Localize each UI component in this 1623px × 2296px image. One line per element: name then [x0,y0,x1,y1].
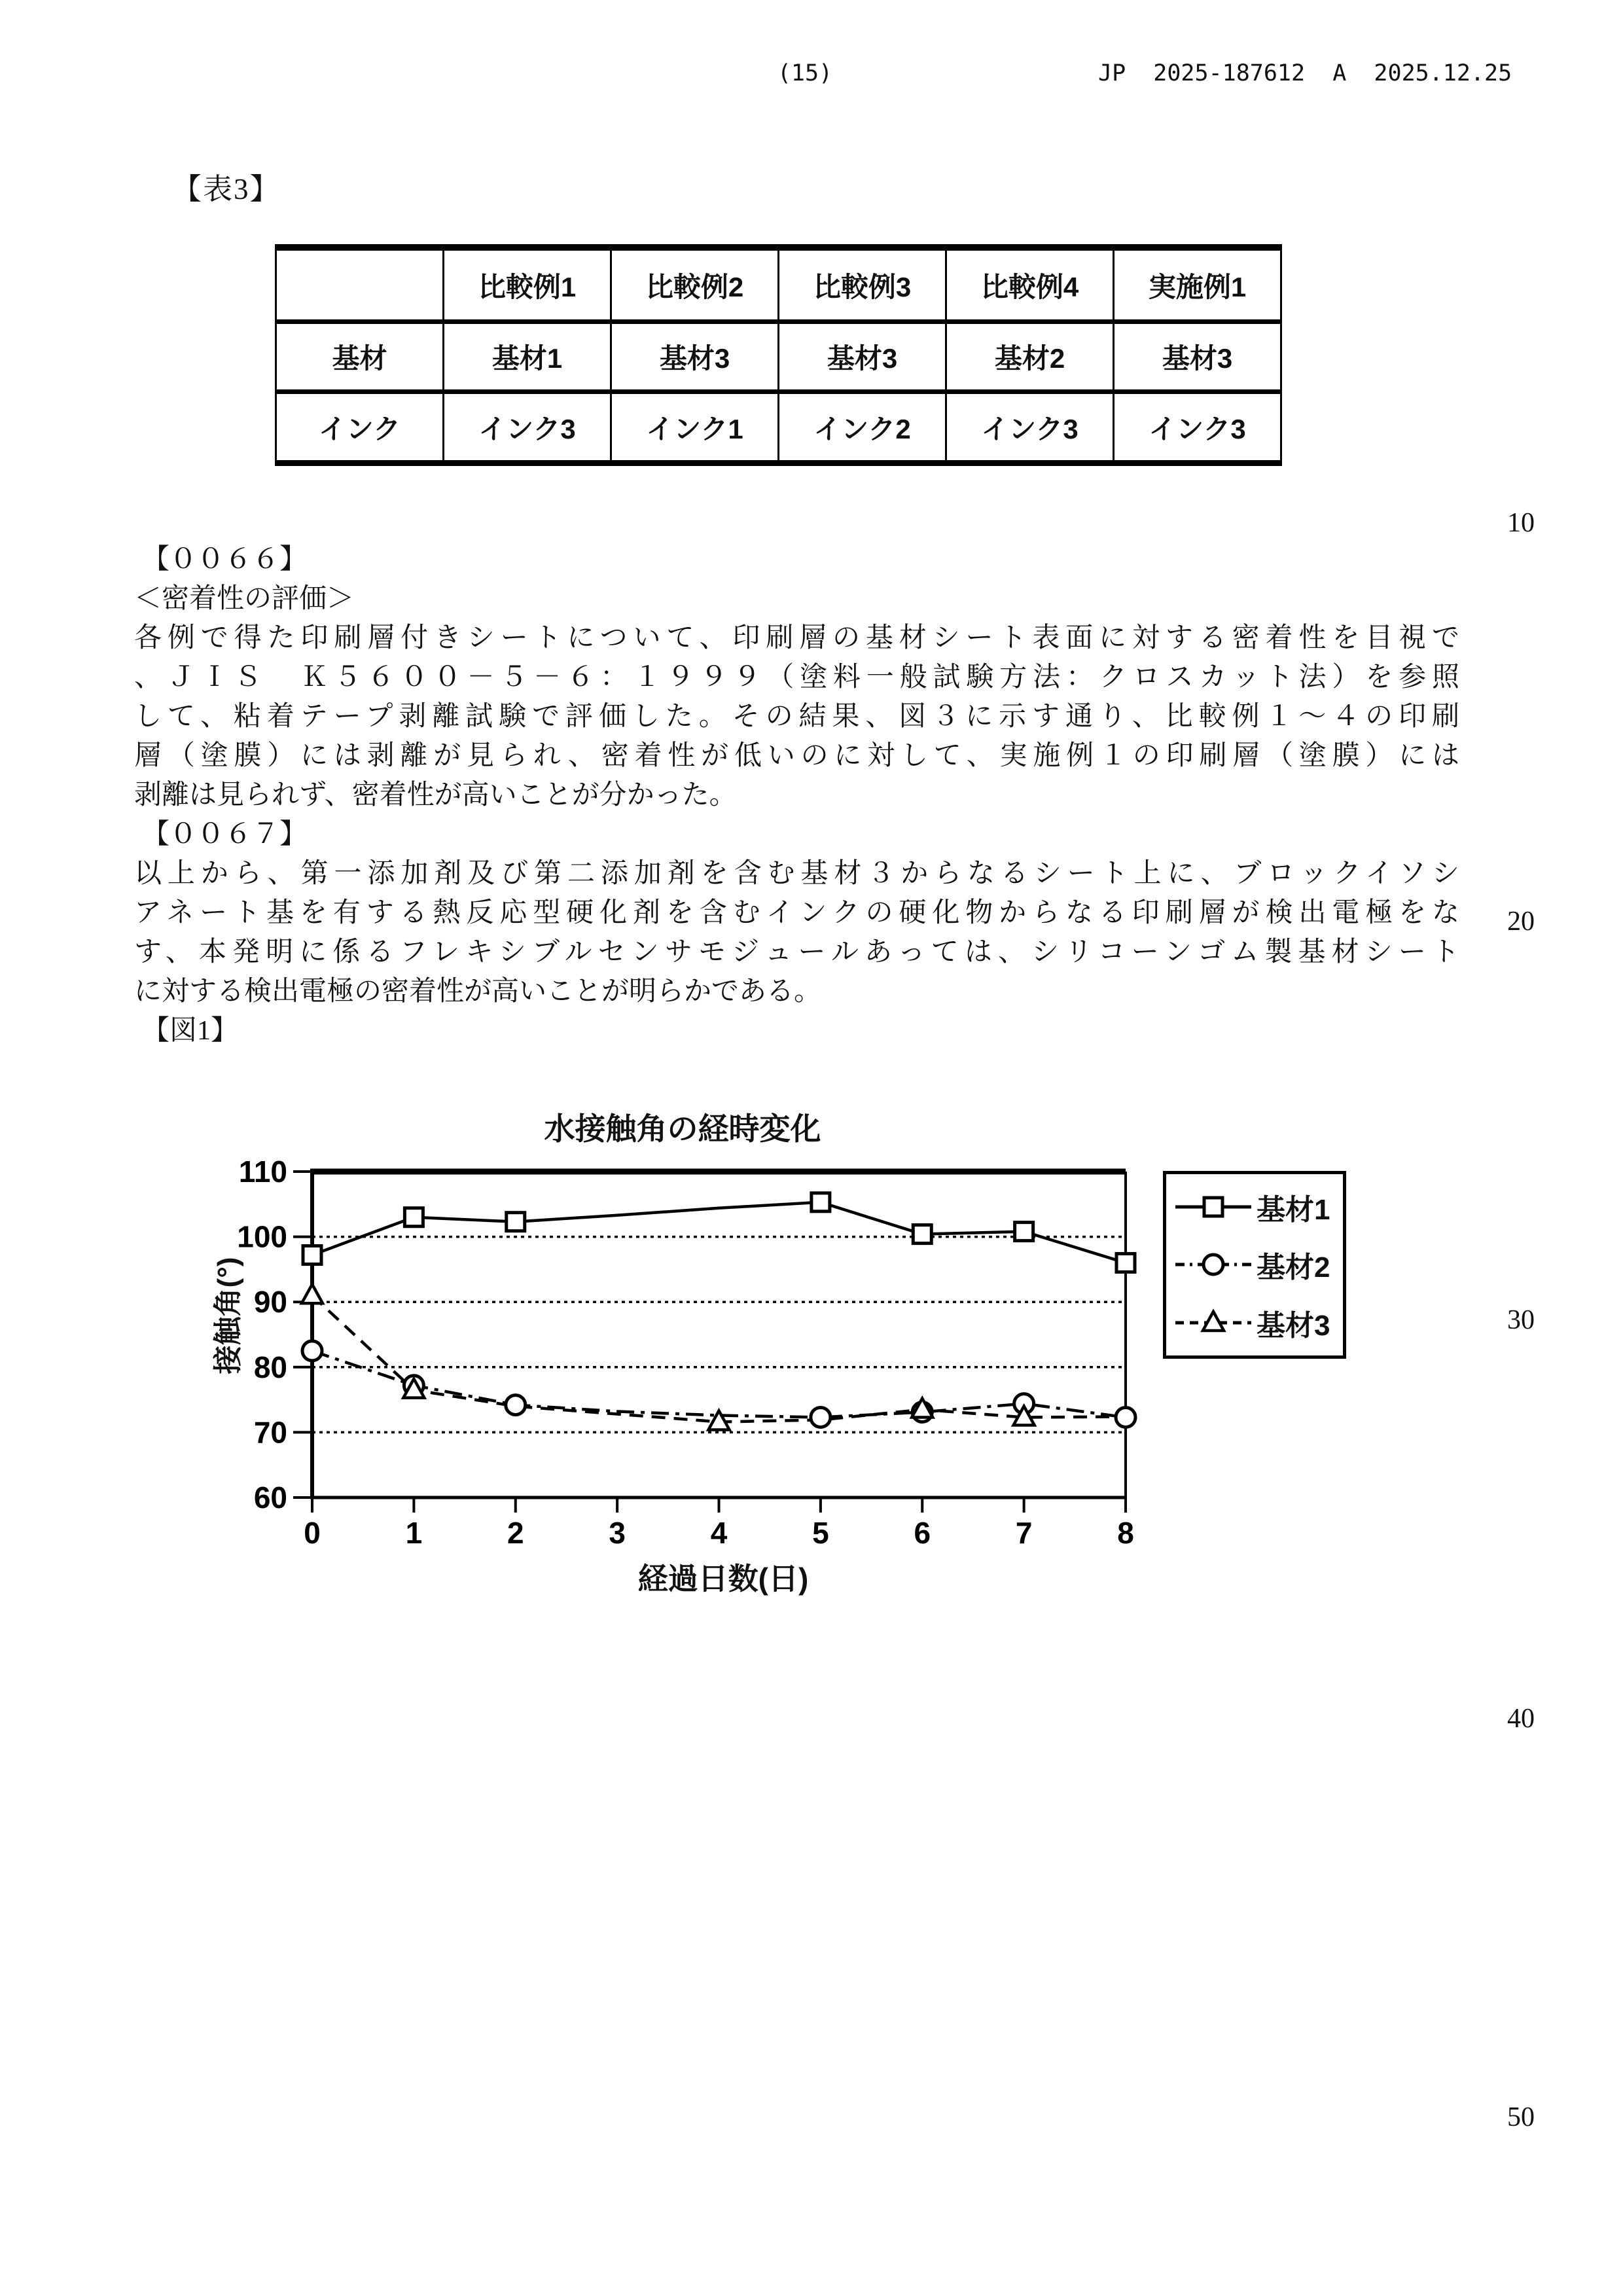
table3-header-cell: 比較例4 [946,247,1114,322]
series-2-marker-day-4 [709,1410,730,1429]
y-axis-label: 接触角(°) [212,1257,244,1374]
table3-header-cell: 比較例1 [444,247,611,322]
legend-entry [1174,1186,1343,1228]
series-1-marker-day-0 [302,1341,322,1361]
x-tick-label: 1 [405,1516,423,1550]
legend-sample-marker-square [1204,1198,1222,1216]
y-tick-label: 80 [253,1350,287,1384]
paragraph-0067-line: す、本発明に係るフレキシブルセンサモジュールあっては、シリコーンゴム製基材シート [134,937,1459,967]
legend-label: 基材2 [1257,1251,1330,1284]
x-tick-label: 8 [1117,1516,1134,1550]
table3-cell: 基材3 [1114,322,1281,392]
series-line-0 [312,1202,1126,1263]
series-0-marker-day-6 [913,1225,931,1244]
table3-cell: インク3 [1114,392,1281,463]
legend-entry [1174,1244,1343,1285]
table3-cell: インク [276,392,444,463]
margin-line-number-20: 20 [1507,906,1535,937]
table3-header-cell: 比較例3 [779,247,946,322]
table3-header-row [276,247,1281,322]
table3 [275,244,1282,466]
table3-cell: 基材3 [611,322,779,392]
line-chart [216,1145,1237,1617]
legend-label: 基材3 [1257,1309,1330,1342]
table3-row-substrate [276,322,1281,392]
series-line-1 [312,1351,1126,1418]
series-0-marker-day-1 [404,1208,423,1227]
x-tick-label: 3 [609,1516,626,1550]
legend-line-sample-triangle [1174,1304,1253,1341]
header-document-id: JP 2025-187612 A 2025.12.25 [1098,60,1512,86]
series-2-marker-day-0 [302,1284,323,1303]
x-tick-label: 6 [914,1516,931,1550]
table3-header-cell: 比較例2 [611,247,779,322]
table3-row-ink [276,392,1281,463]
legend-sample-marker-circle [1204,1255,1223,1274]
table3-cell: インク3 [946,392,1114,463]
series-0-marker-day-5 [812,1193,830,1211]
series-0-marker-day-2 [507,1213,525,1231]
series-1-marker-day-8 [1116,1407,1135,1427]
section-heading-adhesion-evaluation: ＜密着性の評価＞ [134,584,355,614]
y-tick-label: 100 [237,1219,287,1254]
paragraph-0066-line: 、ＪＩＳ Ｋ５６００－５－６：１９９９（塗料一般試験方法：クロスカット法）を参照 [134,662,1459,692]
table3-cell: 基材1 [444,322,611,392]
y-tick-label: 110 [238,1155,287,1189]
legend-line-sample-circle [1174,1246,1253,1283]
table3-cell: 基材2 [946,322,1114,392]
paragraph-0066-line: して、粘着テープ剥離試験で評価した。その結果、図３に示す通り、比較例１～４の印刷 [134,702,1459,732]
margin-line-number-10: 10 [1507,508,1535,538]
table3-header-cell: 実施例1 [1114,247,1281,322]
x-tick-label: 2 [507,1516,524,1550]
figure1-tag: 【図1】 [142,1016,239,1046]
series-0-marker-day-0 [303,1246,321,1264]
chart-title: 水接触角の経時変化 [544,1111,821,1146]
table3-cell: 基材 [276,322,444,392]
table3-cell: 基材3 [779,322,946,392]
table3-cell: インク3 [444,392,611,463]
legend-label: 基材1 [1257,1194,1330,1227]
margin-line-number-50: 50 [1507,2102,1535,2132]
legend-entry [1174,1302,1343,1344]
header-page-number: (15) [777,60,833,86]
table3-caption: 【表3】 [172,173,281,206]
series-1-marker-day-2 [506,1395,526,1415]
y-tick-label: 90 [253,1285,287,1319]
series-line-2 [312,1295,1126,1422]
x-tick-label: 4 [710,1516,728,1550]
paragraph-0067-line: 以上から、第一添加剤及び第二添加剤を含む基材３からなるシート上に、ブロックイソシ [134,859,1459,889]
y-tick-label: 60 [253,1480,287,1515]
series-0-marker-day-7 [1015,1223,1033,1241]
series-1-marker-day-5 [811,1407,830,1427]
paragraph-0066-line: 剥離は見られず、密着性が高いことが分かった。 [134,780,737,810]
chart-legend [1163,1171,1346,1359]
paragraph-0067-line: に対する検出電極の密着性が高いことが明らかである。 [134,977,822,1007]
legend-line-sample-square [1174,1189,1253,1225]
margin-line-number-30: 30 [1507,1305,1535,1335]
table3-cell: インク2 [779,392,946,463]
table3-header-cell [276,247,444,322]
table3-cell: インク1 [611,392,779,463]
x-axis-label: 経過日数(日) [637,1562,809,1596]
margin-line-number-40: 40 [1507,1704,1535,1734]
y-tick-label: 70 [253,1415,287,1450]
paragraph-0066-line: 層（塗膜）には剥離が見られ、密着性が低いのに対して、実施例１の印刷層（塗膜）には [134,741,1459,771]
x-tick-label: 7 [1015,1516,1033,1550]
x-tick-label: 0 [304,1516,321,1550]
x-tick-label: 5 [812,1516,829,1550]
body-text [134,540,1459,1050]
paragraph-0067-line: アネート基を有する熱反応型硬化剤を含むインクの硬化物からなる印刷層が検出電極をな [134,898,1459,928]
paragraph-0066-line: 各例で得た印刷層付きシートについて、印刷層の基材シート表面に対する密着性を目視で [134,623,1459,653]
series-0-marker-day-8 [1116,1253,1135,1272]
paragraph-number-0066: 【００６６】 [142,545,308,575]
paragraph-number-0067: 【００６７】 [142,819,308,850]
